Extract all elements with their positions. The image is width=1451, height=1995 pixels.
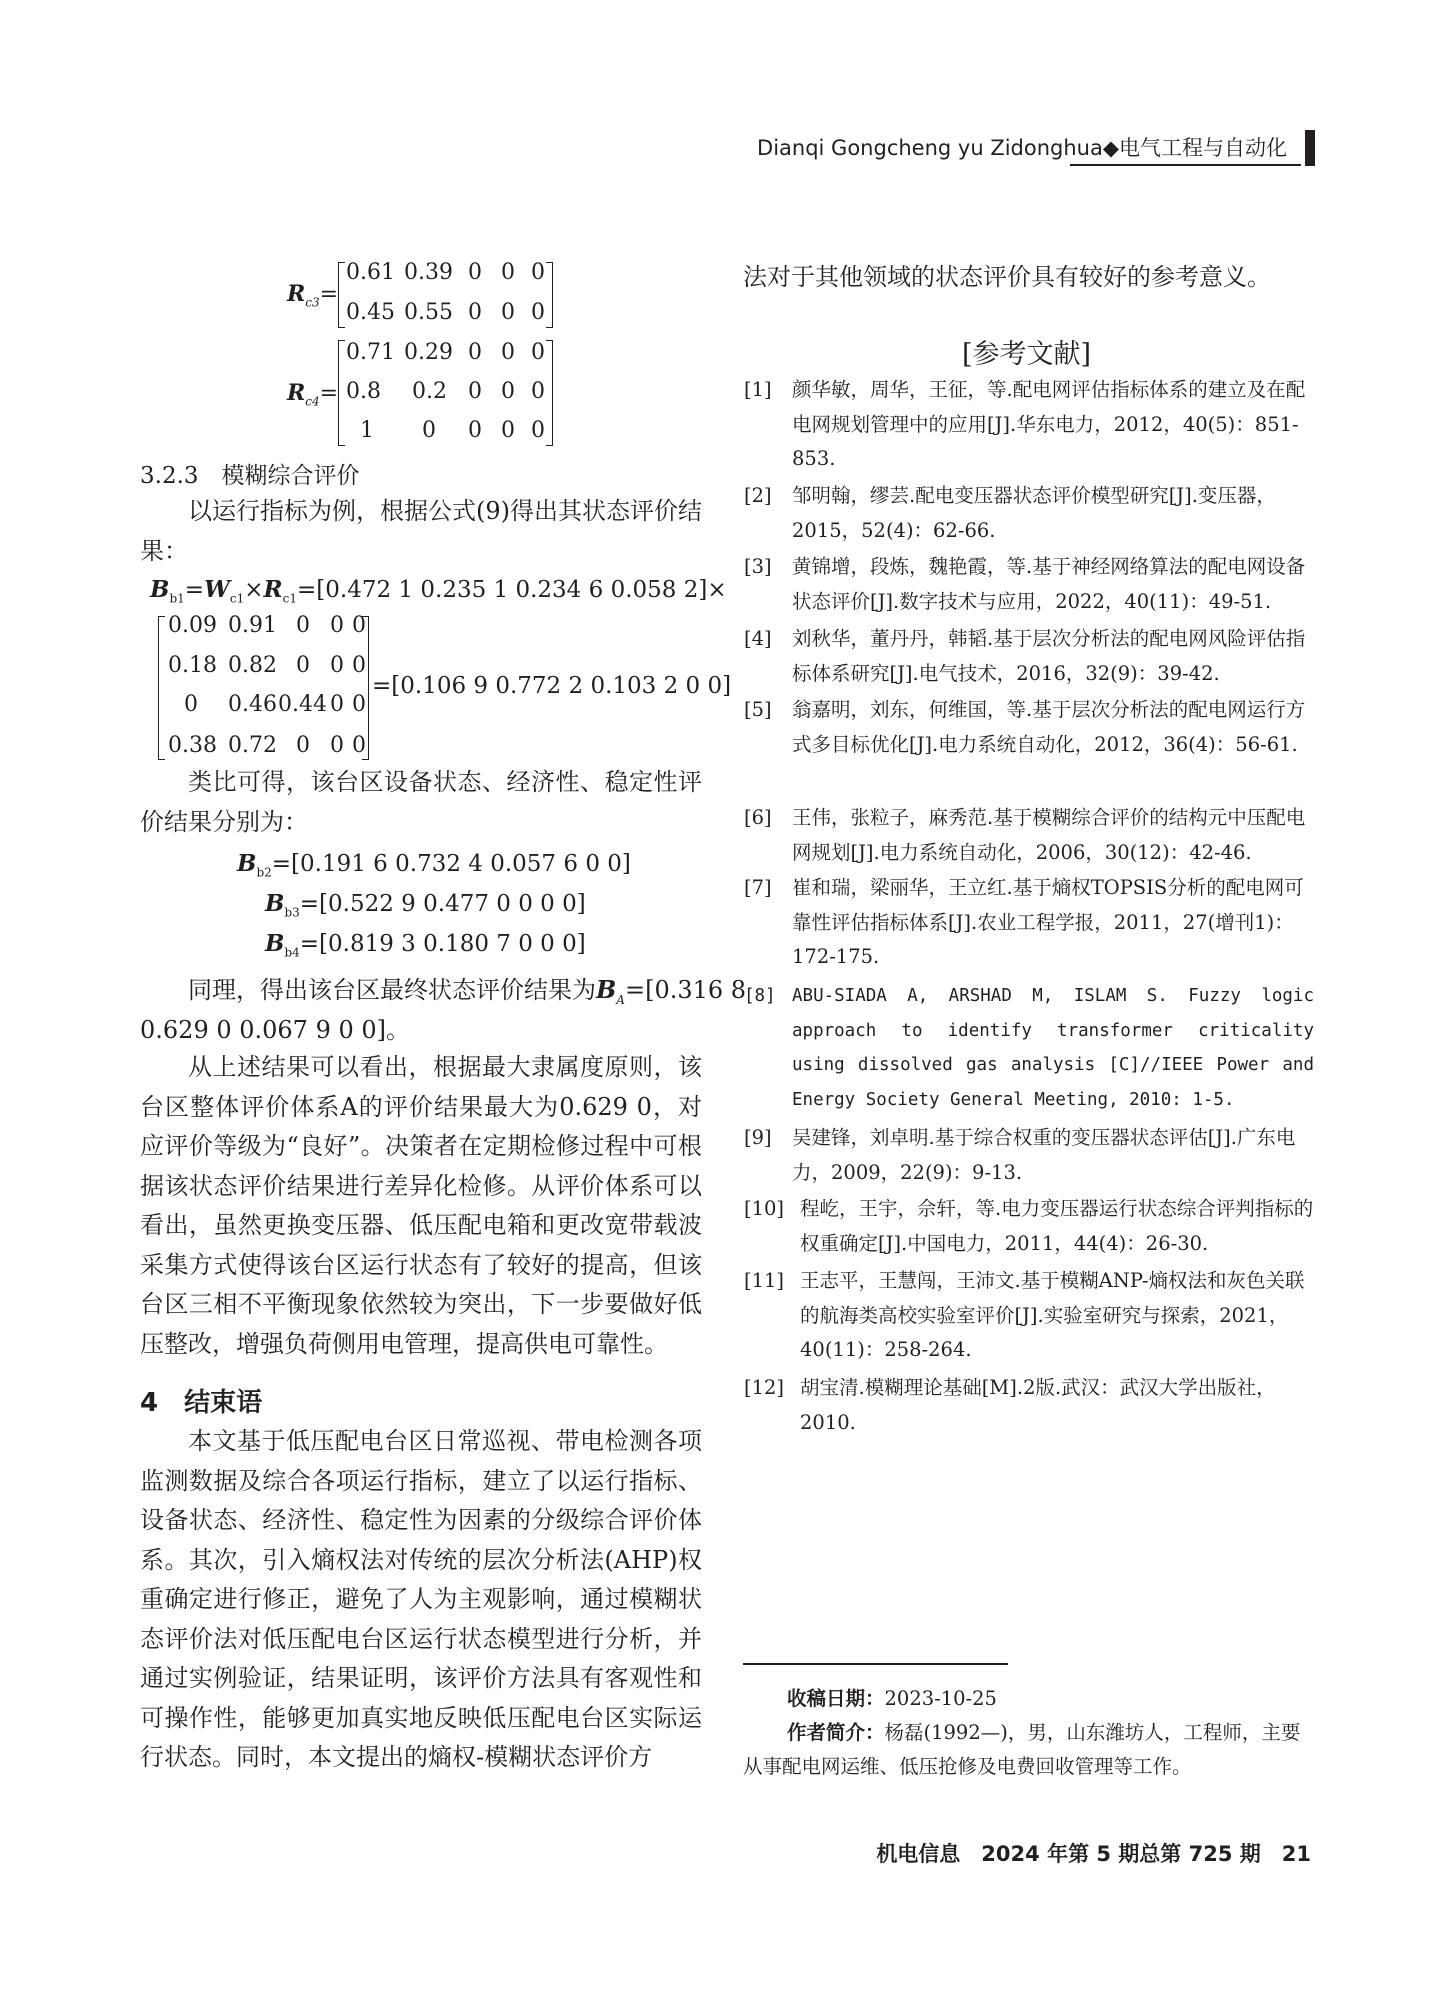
equation-bb3: $B_{b3}=[0.522$ 9 0.477 0 0 0 0]: [265, 890, 586, 920]
conclusion-continuation: 法对于其他领域的状态评价具有较好的参考意义。: [743, 263, 1271, 291]
equation-bb2: $B_{b2}=[0.191$ 6 0.732 4 0.057 6 0 0]: [237, 850, 631, 880]
equation-bb1-result: =[0.106 9 0.772 2 0.103 2 0 0]: [372, 673, 732, 699]
reference-item: [9] 吴建锋，刘卓明.基于综合权重的变压器状态评估[J].广东电力，2009，22(9)：9-13.: [744, 1126, 1296, 1184]
section-intro-paragraph: 以运行指标为例，根据公式(9)得出其状态评价结果：: [140, 497, 702, 565]
running-title: Dianqi Gongcheng yu Zidonghua◆电气工程与自动化: [757, 136, 1287, 160]
matrix-bb1-left-bracket: [158, 616, 165, 760]
reference-item: [12] 胡宝清.模糊理论基础[M].2版.武汉：武汉大学出版社，2010.: [744, 1376, 1276, 1434]
conclusion-heading: 4 结束语: [140, 1388, 263, 1418]
footnote-rule: [743, 1663, 1008, 1665]
header-bar: [1305, 130, 1315, 166]
equation-bb4: $B_{b4}=[0.819$ 3 0.180 7 0 0 0]: [265, 930, 586, 960]
reference-item: [2] 邹明翰，缪芸.配电变压器状态评价模型研究[J].变压器，2015，52(4)：62-66.: [744, 484, 1276, 542]
author-bio: 作者简介：杨磊(1992—)，男，山东潍坊人，工程师，主要从事配电网运维、低压抢修及电费回收管理等工作。: [743, 1721, 1301, 1778]
discussion-paragraph: 从上述结果可以看出，根据最大隶属度原则，该台区整体评价体系A的评价结果最大为0.629 0，对应评价等级为“良好”。决策者在定期检修过程中可根据该状态评价结果进行差异化检修。从评价体系可以看出，虽然更换变压器、低压配电箱和更改宽带载波采集方式使得该台区运行状态有了较好的提高，但该台区三相不平衡现象依然较为突出，下一步要做好低压整改，增强负荷侧用电管理，提高供电可靠性。: [140, 1053, 702, 1358]
page-footer: 机电信息 2024 年第 5 期总第 725 期 21: [876, 1842, 1311, 1866]
reference-item: [10] 程屹，王宇，佘轩，等.电力变压器运行状态综合评判指标的权重确定[J].中国电力，2011，44(4)：26-30.: [744, 1197, 1314, 1255]
matrix-rc3-label: $R_{c3}=$: [287, 281, 339, 310]
final-result-line-2: 0.629 0 0.067 9 0 0]。: [140, 1016, 410, 1044]
analogy-paragraph: 类比可得，该台区设备状态、经济性、稳定性评价结果分别为：: [140, 768, 702, 836]
references-heading: [参考文献]: [962, 339, 1092, 370]
reference-item: [5] 翁嘉明，刘东，何维国，等.基于层次分析法的配电网运行方式多目标优化[J].电力系统自动化，2012，36(4)：56-61.: [744, 698, 1306, 756]
reference-item: [6] 王伟，张粒子，麻秀范.基于模糊综合评价的结构元中压配电网规划[J].电力系统自动化，2006，30(12)：42-46.: [744, 806, 1306, 864]
matrix-rc3-right-bracket: [546, 262, 553, 328]
final-result-line-1: 同理，得出该台区最终状态评价结果为$B_A=[0.316$ 8: [188, 975, 747, 1007]
matrix-rc4-label: $R_{c4}=$: [287, 380, 339, 409]
received-date: 收稿日期：2023-10-25: [787, 1687, 997, 1710]
reference-item: [8] ABU-SIADA A, ARSHAD M, ISLAM S. Fuzzy logic approach to identify transformer criticality using dissolved gas analysis [C]//IEEE Power and Energy Society General Meeting, 2010: 1-5.: [744, 986, 1314, 1110]
reference-item: [3] 黄锦增，段炼，魏艳霞，等.基于神经网络算法的配电网设备状态评价[J].数字技术与应用，2022，40(11)：49-51.: [744, 555, 1306, 613]
header-rule: [1070, 164, 1301, 166]
reference-item: [7] 崔和瑞，梁丽华，王立红.基于熵权TOPSIS分析的配电网可靠性评估指标体系[J].农业工程学报，2011，27(增刊1)：172-175.: [744, 876, 1304, 968]
matrix-rc4-left-bracket: [338, 340, 345, 446]
reference-item: [11] 王志平，王慧闯，王沛文.基于模糊ANP-熵权法和灰色关联的航海类高校实验室评价[J].实验室研究与探索，2021，40(11)：258-264.: [744, 1269, 1305, 1361]
matrix-rc3-left-bracket: [338, 262, 345, 328]
matrix-rc4-right-bracket: [546, 340, 553, 446]
equation-bb1: $B_{b1}=W_{c1}\times R_{c1}=[0.472$ 1 0.235 1 0.234 6 0.058 2]×: [150, 576, 727, 606]
conclusion-paragraph: 本文基于低压配电台区日常巡视、带电检测各项监测数据及综合各项运行指标，建立了以运行指标、设备状态、经济性、稳定性为因素的分级综合评价体系。其次，引入熵权法对传统的层次分析法(AHP)权重确定进行修正，避免了人为主观影响，通过模糊状态评价法对低压配电台区运行状态模型进行分析，并通过实例验证，结果证明，该评价方法具有客观性和可操作性，能够更加真实地反映低压配电台区实际运行状态。同时，本文提出的熵权-模糊状态评价方: [140, 1427, 702, 1771]
reference-item: [4] 刘秋华，董丹丹，韩韬.基于层次分析法的配电网风险评估指标体系研究[J].电气技术，2016，32(9)：39-42.: [744, 627, 1306, 685]
section-heading-3-2-3: 3.2.3 模糊综合评价: [140, 463, 360, 489]
reference-item: [1] 颜华敏，周华，王征，等.配电网评估指标体系的建立及在配电网规划管理中的应用[J].华东电力，2012，40(5)：851-853.: [744, 378, 1306, 470]
running-header: [757, 130, 1315, 166]
